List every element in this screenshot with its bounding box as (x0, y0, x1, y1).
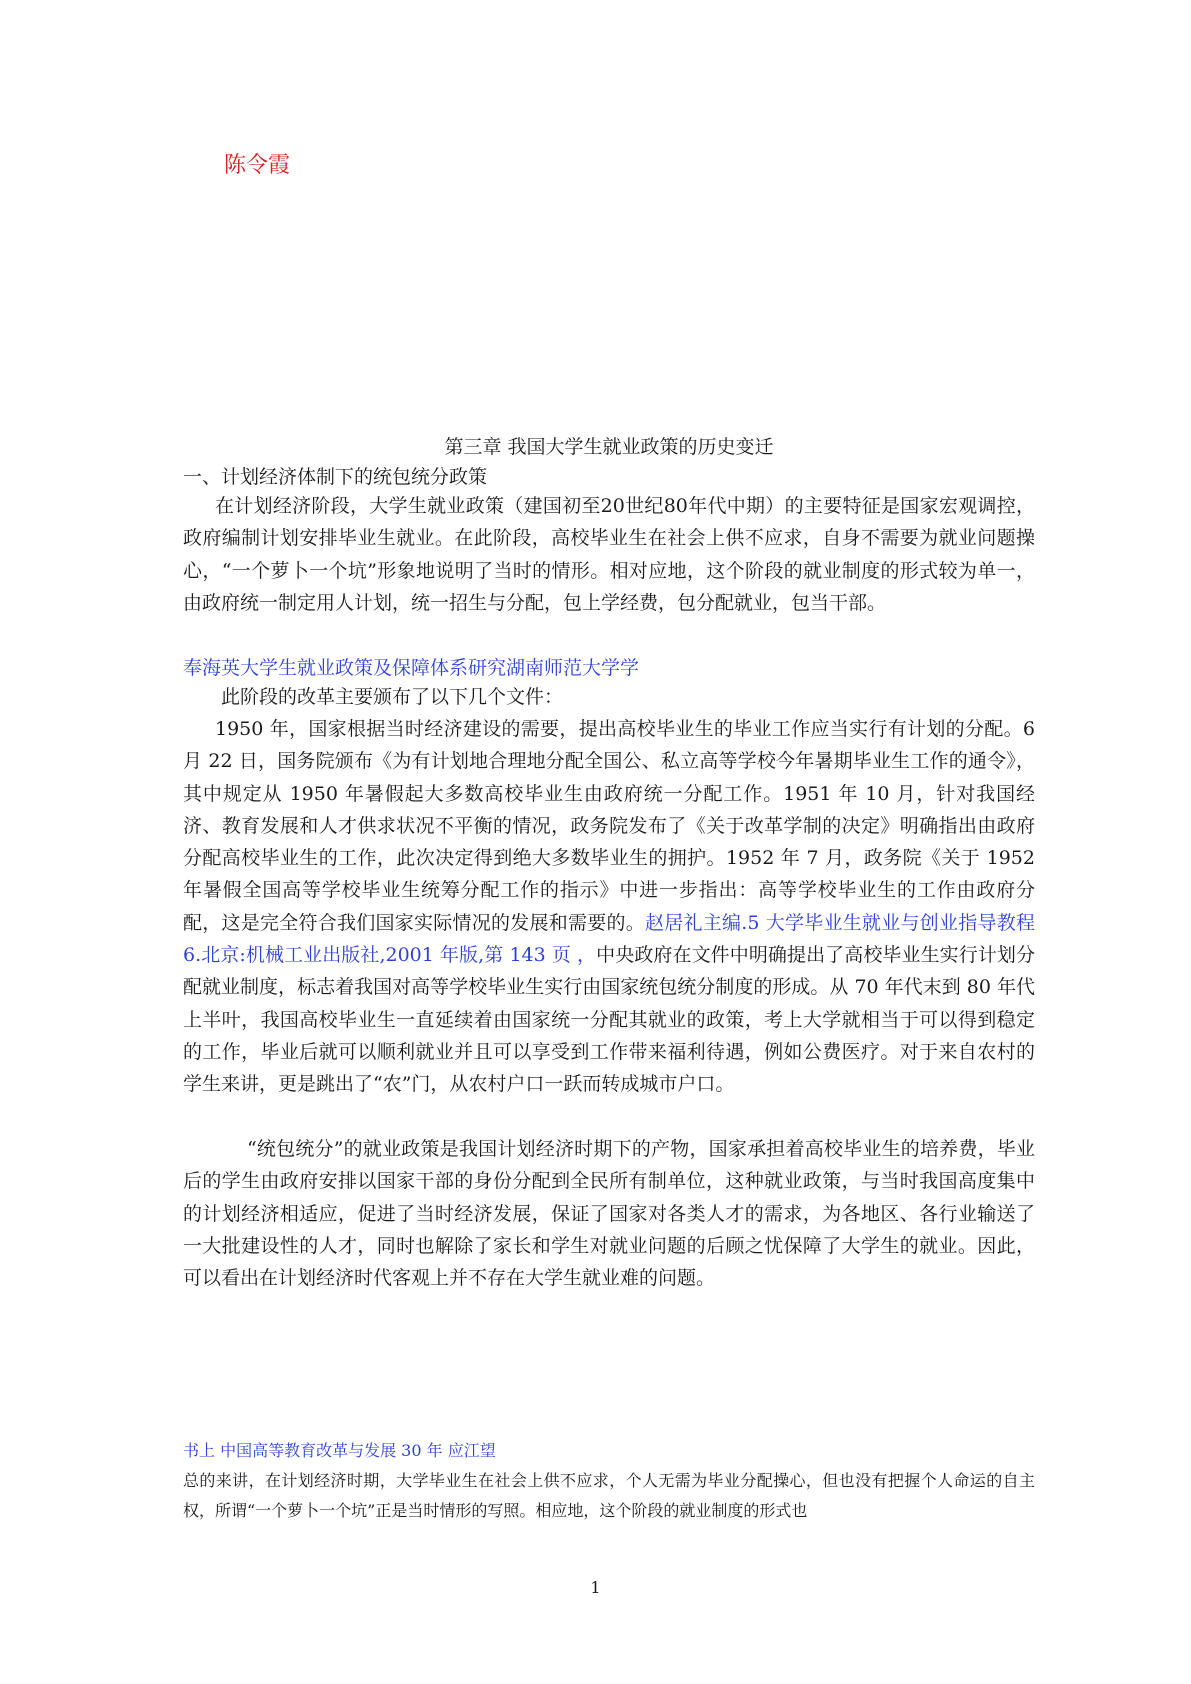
book-reference: 书上 中国高等教育改革与发展 30 年 应江望 (183, 1441, 496, 1460)
paragraph-3 (183, 713, 1035, 1101)
chapter-title: 第三章 我国大学生就业政策的历史变迁 (444, 436, 774, 458)
paragraph-1: 在计划经济阶段，大学生就业政策（建国初至20世纪80年代中期）的主要特征是国家宏观调控，政府编制计划安排毕业生就业。在此阶段，高校毕业生在社会上供不应求，自身不需要为就业问题操心，“一个萝卜一个坑”形象地说明了当时的情形。相对应地，这个阶段的就业制度的形式较为单一，由政府统一制定用人计划，统一招生与分配，包上学经费，包分配就业，包当干部。 (183, 495, 1035, 614)
section-heading: 一、计划经济体制下的统包统分政策 (183, 466, 488, 488)
paragraph-3-continued: 中央政府在文件中明确提出了高校毕业生实行计划分配就业制度，标志着我国对高等学校毕业生实行由国家统包统分制度的形成。从 70 年代末到 80 年代上半叶，我国高校毕业生一直延续着由国家统一分配其就业的政策，考上大学就相当于可以得到稳定的工作，毕业后就可以顺利就业并且可以享受到工作带来福利待遇，例如公费医疗。对于来自农村的学生来讲，更是跳出了“农”门，从农村户口一跃而转成城市户口。 (183, 944, 1035, 1096)
inline-reference: 赵居礼主编.5 大学毕业生就业与创业指导教程 6.北京:机械工业出版社,2001 年版,第 143 页 ， (183, 911, 1035, 967)
paragraph-4: “统包统分”的就业政策是我国计划经济时期下的产物，国家承担着高校毕业生的培养费，毕业后的学生由政府安排以国家干部的身份分配到全民所有制单位，这种就业政策，与当时我国高度集中的计划经济相适应，促进了当时经济发展，保证了国家对各类人才的需求，为各地区、各行业输送了一大批建设性的人才，同时也解除了家长和学生对就业问题的后顾之忧保障了大学生的就业。因此，可以看出在计划经济时代客观上并不存在大学生就业难的问题。 (183, 1138, 1035, 1290)
reference-note: 奉海英大学生就业政策及保障体系研究湖南师范大学学 (183, 657, 640, 679)
page-number: 1 (590, 1578, 601, 1597)
paragraph-2: 此阶段的改革主要颁布了以下几个文件： (221, 686, 564, 708)
author-name: 陈令霞 (224, 153, 291, 178)
quoted-text: 总的来讲，在计划经济时期，大学毕业生在社会上供不应求，个人无需为毕业分配操心，但也没有把握个人命运的自主权，所谓“一个萝卜一个坑”正是当时情形的写照。相应地，这个阶段的就业制度的形式也 (183, 1471, 1035, 1520)
paragraph-3-text: 1950 年，国家根据当时经济建设的需要，提出高校毕业生的毕业工作应当实行有计划的分配。6 月 22 日，国务院颁布《为有计划地合理地分配全国公、私立高等学校今年暑期毕业生工作的通令》，其中规定从 1950 年暑假起大多数高校毕业生由政府统一分配工作。1951 年 10 月，针对我国经济、教育发展和人才供求状况不平衡的情况，政务院发布了《关于改革学制的决定》明确指出由政府分配高校毕业生的工作，此次决定得到绝大多数毕业生的拥护。1952 年 7 月，政务院《关于 1952 年暑假全国高等学校毕业生统筹分配工作的指示》中进一步指出：高等学校毕业生的工作由政府分配，这是完全符合我们国家实际情况的发展和需要的。 (183, 718, 1035, 934)
